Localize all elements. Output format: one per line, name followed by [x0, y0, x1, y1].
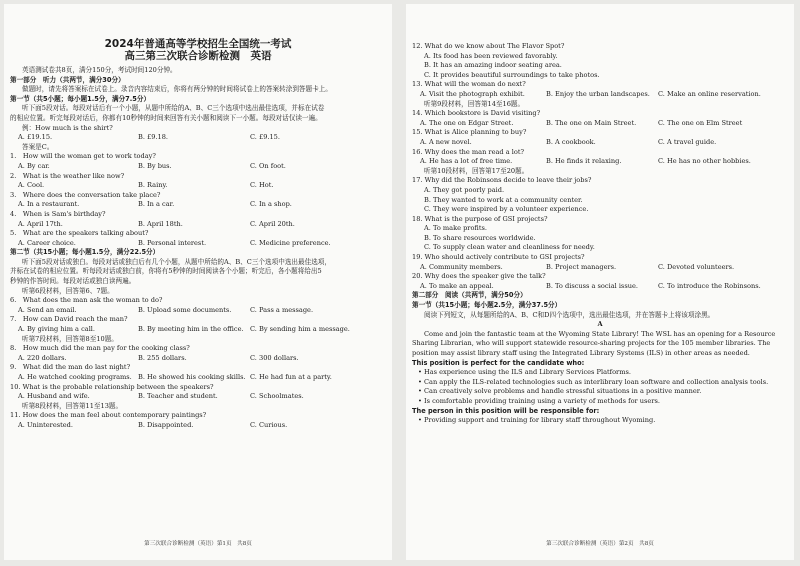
option-b[interactable]: B. A cookbook. [546, 137, 596, 146]
question-stem: 8. How much did the man pay for the cooking class? [10, 344, 190, 353]
intro-text: 英语测试卷共8页，满分150分，考试时间120分钟。 [22, 66, 177, 74]
part1-note: 做题时，请先将答案标在试卷上。录音内容结束后，你将有两分钟的时间将试卷上的答案转涂到答题卡上。 [22, 85, 332, 94]
option-b[interactable]: B. April 18th. [138, 219, 183, 228]
question-stem: 17. Why did the Robinsons decide to leave their jobs? [412, 176, 592, 185]
question-stem: 15. What is Alice planning to buy? [412, 128, 527, 137]
question-stem: 19. Who should actively contribute to GSI projects? [412, 253, 585, 262]
option-b[interactable]: B. In a car. [138, 200, 175, 209]
section1-heading: 第一节（共5小题；每小题1.5分，满分7.5分） [10, 94, 151, 103]
passage-subheading: This position is perfect for the candidate who: [412, 358, 585, 367]
question-stem: 2. What is the weather like now? [10, 171, 125, 180]
option-b[interactable]: B. They wanted to work at a community center. [424, 195, 583, 204]
option-a[interactable]: A. By car. [18, 161, 50, 170]
listening-material-note: 听第7段材料，回答第8至10题。 [22, 334, 118, 343]
option-c[interactable]: C. Curious. [250, 420, 288, 429]
option-b[interactable]: B. It has an amazing indoor seating area. [424, 61, 562, 70]
option-a[interactable]: A. To make an appeal. [420, 281, 494, 290]
question-stem: 14. Which bookstore is David visiting? [412, 109, 541, 118]
section2-directions: 听下面5段对话或独白。每段对话或独白后有几个小题，从题中所给的A、B、C三个选项中选出最佳选项， [22, 257, 331, 266]
question-stem: 7. How can David reach the man? [10, 315, 128, 324]
passage-subheading: The person in this position will be responsible for: [412, 406, 600, 415]
option-a[interactable]: A. Uninterested. [18, 420, 73, 429]
question-stem: 18. What is the purpose of GSI projects? [412, 214, 548, 223]
option-a[interactable]: A. Its food has been reviewed favorably. [424, 51, 558, 60]
question-stem: 12. What do we know about The Flavor Spot? [412, 42, 565, 50]
option-b[interactable]: B. Personal interest. [138, 238, 207, 247]
option-c[interactable]: C. It provides beautiful surroundings to take photos. [424, 70, 600, 79]
question-options [10, 200, 386, 210]
option-c[interactable]: C. On foot. [250, 161, 286, 170]
option-a[interactable]: A. April 17th. [18, 219, 63, 228]
question-options [412, 138, 788, 148]
passage-paragraph: Come and join the fantastic team at the Wyoming State Library! The WSL has an opening for a Resource Sharing Librarian, who will support statewide resource-sharing projects for the 105 member libraries. The position may assist library staff using the Integrated Library Systems (ILS) in other areas as needed. [412, 329, 776, 357]
question-stem: 16. Why does the man read a lot? [412, 147, 525, 156]
question-options [412, 282, 788, 292]
question-options [10, 306, 386, 316]
question-options [412, 263, 788, 273]
option-a[interactable]: A. In a restaurant. [18, 200, 80, 209]
exam-title: 2024年普通高等学校招生全国统一考试 [104, 38, 292, 50]
section1-directions: 听下面5段对话。每段对话后有一个小题，从题中所给的A、B、C三个选项中选出最佳选项，并标在试卷 [22, 104, 325, 113]
section2-directions-cont: 并标在试卷的相应位置。听每段对话或独白前，你将有5秒钟的时间阅读各个小题；听完后，各小题将给出5 [10, 267, 322, 276]
question-options [10, 162, 386, 172]
option-a[interactable]: A. Husband and wife. [18, 392, 90, 401]
exam-subtitle: 高三第三次联合诊断检测 英语 [124, 50, 272, 62]
page-footer: 第三次联合诊断检测（英语）第1页 共8页 [144, 541, 252, 548]
option-c[interactable]: C. Make an online reservation. [658, 89, 761, 98]
option-c[interactable]: C. By sending him a message. [250, 325, 350, 334]
question-options [10, 373, 386, 383]
option-a[interactable]: A. He watched cooking programs. [18, 373, 132, 381]
option-b[interactable]: B. 255 dollars. [138, 353, 187, 362]
reading-section1-heading: 第一节（共15小题；每小题2.5分，满分37.5分） [412, 301, 562, 310]
question-stem: 10. What is the probable relationship between the speakers? [10, 382, 214, 391]
option-a[interactable]: A. A new novel. [420, 137, 472, 146]
option-a[interactable]: A. 220 dollars. [18, 353, 67, 362]
question-stem: 20. Why does the speaker give the talk? [412, 272, 546, 281]
option-c[interactable]: C. 300 dollars. [250, 353, 299, 362]
part1-heading: 第一部分 听力（共两节，满分30分） [10, 75, 125, 84]
question-block [10, 152, 386, 248]
option-a[interactable]: A. He has a lot of free time. [420, 157, 513, 166]
option-c[interactable]: C. A travel guide. [658, 137, 717, 146]
option-c[interactable]: C. £9.15. [250, 133, 280, 142]
question-stem: 6. What does the man ask the woman to do? [10, 296, 163, 305]
option-c[interactable]: C. To introduce the Robinsons. [658, 281, 761, 290]
option-c[interactable]: C. To supply clean water and cleanliness for needy. [424, 243, 595, 252]
option-a[interactable]: A. By giving him a call. [18, 325, 96, 334]
option-c[interactable]: C. Schoolmates. [250, 392, 304, 401]
section2-heading: 第二节（共15小题；每小题1.5分，满分22.5分） [10, 248, 160, 257]
option-c[interactable]: C. Medicine preference. [250, 238, 331, 247]
question-stem: 5. What are the speakers talking about? [10, 229, 149, 238]
section1-directions-cont: 的相应位置。听完每段对话后，你都有10秒钟的时间来回答有关小题和阅读下一小题。每段对话仅读一遍。 [10, 113, 322, 122]
example-question: 例：How much is the shirt? [22, 123, 113, 132]
option-b[interactable]: B. Enjoy the urban landscapes. [546, 89, 650, 98]
option-a[interactable]: A. To make profits. [424, 224, 487, 233]
question-stem: 9. What did the man do last night? [10, 363, 131, 372]
option-a[interactable]: A. They got poorly paid. [424, 185, 505, 194]
example-options [10, 133, 386, 143]
option-b[interactable]: B. The one on Main Street. [546, 118, 637, 127]
question-options [10, 392, 386, 402]
question-options [412, 119, 788, 129]
bullet-item: • Can apply the ILS-related technologies such as interlibrary loan software and collection analysis tools. [418, 377, 769, 386]
section2-directions-end: 秒钟的作答时间。每段对话或独白读两遍。 [10, 277, 136, 286]
option-a[interactable]: A. The one on Edgar Street. [420, 118, 514, 127]
option-c[interactable]: C. Devoted volunteers. [658, 262, 735, 271]
exam-page-2 [406, 4, 794, 560]
listening-material-note: 听第9段材料，回答第14至16题。 [424, 99, 525, 108]
option-b[interactable]: B. By bus. [138, 161, 172, 170]
question-options [10, 325, 386, 335]
option-b[interactable]: B. Upload some documents. [138, 305, 232, 314]
option-b[interactable]: B. Project managers. [546, 262, 617, 271]
question-options [10, 354, 386, 364]
bullet-item: • Can creatively solve problems and handle stressful situations in a positive manner. [418, 387, 702, 396]
question-options [412, 90, 788, 100]
question-options [10, 220, 386, 230]
bullet-item: • Has experience using the ILS and Library Services Platforms. [418, 368, 631, 377]
option-b[interactable]: B. To discuss a social issue. [546, 281, 638, 290]
option-b[interactable]: B. He finds it relaxing. [546, 157, 622, 166]
option-b[interactable]: B. Disappointed. [138, 420, 194, 429]
question-stem: 3. Where does the conversation take place? [10, 190, 161, 199]
question-options [10, 421, 386, 431]
option-b[interactable]: B. £9.18. [138, 133, 169, 142]
question-stem: 4. When is Sam's birthday? [10, 209, 106, 218]
option-c[interactable]: C. Hot. [250, 181, 274, 190]
bullet-item: • Is comfortable providing training using a variety of methods for users. [418, 396, 660, 405]
listening-material-note: 听第8段材料，回答第11至13题。 [22, 401, 123, 410]
option-b[interactable]: B. Rainy. [138, 181, 168, 190]
question-options [412, 157, 788, 167]
listening-material-note: 听第10段材料，回答第17至20题。 [424, 166, 529, 175]
option-a[interactable]: A. Visit the photograph exhibit. [420, 89, 525, 98]
passage-letter: A [597, 320, 603, 329]
question-stem: 1. How will the woman get to work today? [10, 152, 156, 161]
option-b[interactable]: B. To share resources worldwide. [424, 233, 536, 242]
option-c[interactable]: C. In a shop. [250, 200, 292, 209]
option-c[interactable]: C. He had fun at a party. [250, 373, 332, 381]
option-a[interactable]: A. Send an email. [18, 305, 77, 314]
option-b[interactable]: B. Teacher and student. [138, 392, 218, 401]
option-c[interactable]: C. April 20th. [250, 219, 295, 228]
option-c[interactable]: C. He has no other hobbies. [658, 157, 751, 166]
option-c[interactable]: C. Pass a message. [250, 305, 314, 314]
bullet-item: • Providing support and training for library staff throughout Wyoming. [418, 416, 656, 425]
question-stem: 13. What will the woman do next? [412, 80, 526, 89]
option-a[interactable]: A. £19.15. [18, 133, 53, 142]
option-a[interactable]: A. Cool. [18, 181, 45, 190]
question-options [10, 181, 386, 191]
part2-heading: 第二部分 阅读（共两节，满分50分） [412, 291, 527, 300]
page-footer: 第三次联合诊断检测（英语）第2页 共8页 [546, 541, 654, 548]
option-b[interactable]: B. He showed his cooking skills. [138, 373, 246, 381]
exam-page-1 [4, 4, 392, 560]
example-answer: 答案是C。 [22, 142, 54, 151]
question-options [10, 239, 386, 249]
listening-material-note: 听第6段材料，回答第6、7题。 [22, 286, 114, 295]
option-c[interactable]: C. They were inspired by a volunteer experience. [424, 205, 589, 214]
option-a[interactable]: A. Career choice. [18, 238, 76, 247]
option-b[interactable]: B. By meeting him in the office. [138, 325, 244, 334]
question-stem: 11. How does the man feel about contemporary paintings? [10, 411, 207, 420]
reading-directions: 阅读下列短文，从每题所给的A、B、C和D四个选项中，选出最佳选项，并在答题卡上将该项涂黑。 [424, 310, 715, 319]
option-c[interactable]: C. The one on Elm Street [658, 118, 743, 127]
option-a[interactable]: A. Community members. [420, 262, 503, 271]
